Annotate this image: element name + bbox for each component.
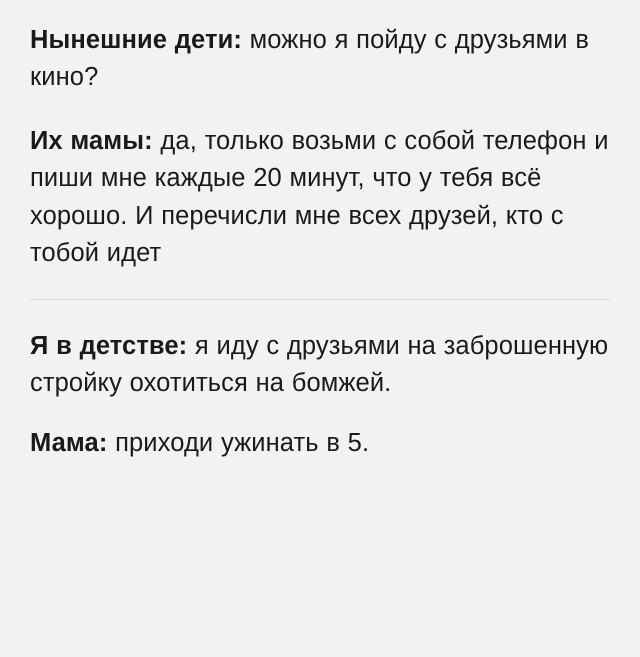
speaker-label-moms: Их мамы: xyxy=(30,126,153,155)
spacer-three xyxy=(30,403,610,425)
dialogue-line-moms xyxy=(30,123,610,273)
speaker-label-kids: Нынешние дети: xyxy=(30,26,242,54)
spacer-after-divider xyxy=(30,300,610,328)
speaker-label-mom: Мама: xyxy=(30,428,108,457)
speaker-label-childhood: Я в детстве: xyxy=(30,331,188,360)
speaker-text-mom: приходи ужинать в 5. xyxy=(107,428,370,457)
spacer-one xyxy=(30,97,610,123)
dialogue-line-mom xyxy=(30,425,610,462)
speaker-text-childhood: я иду с друзьями на заброшенную стройку охотиться на бомжей. xyxy=(30,331,609,398)
dialogue-line-kids xyxy=(30,22,610,97)
speaker-text-kids: можно я пойду с друзьями в кино? xyxy=(30,26,589,92)
dialogue-line-childhood xyxy=(30,328,610,403)
speaker-text-moms: да, только возьми с собой телефон и пиши мне каждые 20 минут, что у тебя всё хорошо. И перечисли мне всех друзей, кто с тобой идет xyxy=(30,126,609,268)
